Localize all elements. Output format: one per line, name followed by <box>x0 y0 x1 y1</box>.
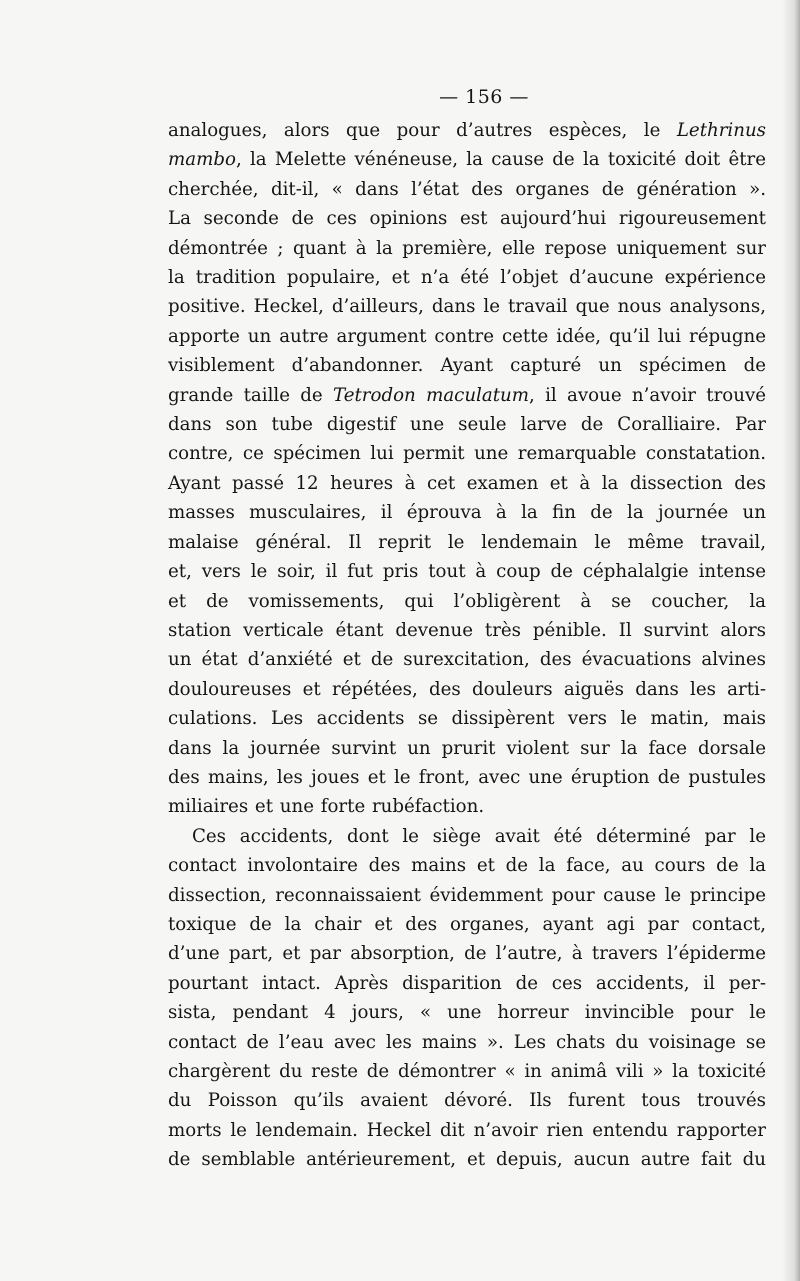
text-line <box>168 498 766 527</box>
text-line <box>168 969 766 998</box>
text-line <box>168 704 766 733</box>
text-run: station verticale étant devenue très pénible. Il survint alors <box>168 619 766 641</box>
text-line <box>168 381 766 410</box>
book-page <box>168 84 766 1175</box>
text-run: la tradition populaire, et n’a été l’objet d’aucune expérience <box>168 267 766 289</box>
text-line <box>168 1057 766 1086</box>
text-run: culations. Les accidents se dissipèrent vers le matin, mais <box>168 708 766 730</box>
text-run: malaise général. Il reprit le lendemain le même travail, <box>168 531 766 553</box>
text-run: sista, pendant 4 jours, « une horreur invincible pour le <box>168 1002 766 1024</box>
text-line <box>168 469 766 498</box>
text-line <box>168 587 766 616</box>
text-run: La seconde de ces opinions est aujourd’hui rigoureusement <box>168 208 766 230</box>
text-line <box>168 939 766 968</box>
text-run: cherchée, dit-il, « dans l’état des organes de génération ». <box>168 178 766 200</box>
text-line <box>168 1145 766 1174</box>
page-edge-shadow <box>782 0 800 1281</box>
text-line <box>168 675 766 704</box>
text-run: Ces accidents, dont le siège avait été déterminé par le <box>192 825 766 847</box>
text-line <box>168 1028 766 1057</box>
paragraph <box>168 822 766 1175</box>
text-line <box>168 116 766 145</box>
text-line <box>168 910 766 939</box>
text-run: des mains, les joues et le front, avec une éruption de pustules <box>168 766 766 788</box>
text-line <box>168 881 766 910</box>
text-line <box>168 822 766 851</box>
text-run: contact involontaire des mains et de la face, au cours de la <box>168 855 766 877</box>
text-run: visiblement d’abandonner. Ayant capturé un spécimen de <box>168 355 766 377</box>
text-line <box>168 234 766 263</box>
text-line <box>168 1086 766 1115</box>
text-line <box>168 616 766 645</box>
italic-taxon-name: Lethrinus <box>676 120 766 141</box>
text-run: apporte un autre argument contre cette idée, qu’il lui répugne <box>168 325 766 347</box>
text-run: dans la journée survint un prurit violent sur la face dorsale <box>168 737 766 759</box>
text-run: démontrée ; quant à la première, elle repose uniquement sur <box>168 237 766 259</box>
text-line <box>168 145 766 174</box>
text-run: positive. Heckel, d’ailleurs, dans le travail que nous analysons, <box>168 296 766 318</box>
page-number: — 156 — <box>439 86 529 108</box>
text-line <box>168 851 766 880</box>
text-run: , la Melette vénéneuse, la cause de la toxicité doit être <box>235 149 766 171</box>
text-line <box>168 439 766 468</box>
paragraph <box>168 116 766 822</box>
text-line <box>168 792 766 821</box>
text-run: dissection, reconnaissaient évidemment pour cause le principe <box>168 884 766 906</box>
text-run: douloureuses et répétées, des douleurs aiguës dans les arti- <box>168 678 766 700</box>
text-run: contact de l’eau avec les mains ». Les chats du voisinage se <box>168 1031 766 1053</box>
text-line <box>168 557 766 586</box>
text-line <box>168 263 766 292</box>
text-run: de semblable antérieurement, et depuis, aucun autre fait du <box>168 1149 766 1171</box>
body-text <box>168 116 766 1175</box>
text-line <box>168 322 766 351</box>
text-line <box>168 351 766 380</box>
text-line <box>168 175 766 204</box>
text-line <box>168 410 766 439</box>
text-line <box>168 528 766 557</box>
text-line <box>168 292 766 321</box>
text-line <box>168 204 766 233</box>
text-line <box>168 1116 766 1145</box>
text-run: et de vomissements, qui l’obligèrent à se coucher, la <box>168 590 766 612</box>
text-line <box>168 734 766 763</box>
text-line <box>168 763 766 792</box>
text-run: chargèrent du reste de démontrer « in animâ vili » la toxicité <box>168 1061 766 1082</box>
text-run: Ayant passé 12 heures à cet examen et à la dissection des <box>168 472 766 494</box>
text-run: analogues, alors que pour d’autres espèces, le <box>168 120 677 141</box>
text-run: contre, ce spécimen lui permit une remarquable constatation. <box>168 443 766 465</box>
text-run: et, vers le soir, il fut pris tout à coup de céphalalgie intense <box>168 561 766 583</box>
text-run: du Poisson qu’ils avaient dévoré. Ils furent tous trouvés <box>168 1090 766 1112</box>
text-run: un état d’anxiété et de surexcitation, des évacuations alvines <box>168 649 766 671</box>
text-run: dans son tube digestif une seule larve de Coralliaire. Par <box>168 414 766 436</box>
text-run: d’une part, et par absorption, de l’autre, à travers l’épiderme <box>168 943 766 965</box>
italic-taxon-name: mambo <box>168 149 236 171</box>
text-run: miliaires et une forte rubéfaction. <box>168 796 485 818</box>
text-run: , il avoue n’avoir trouvé <box>529 384 766 406</box>
text-run: morts le lendemain. Heckel dit n’avoir rien entendu rapporter <box>168 1119 766 1141</box>
text-run: grande taille de <box>168 384 334 406</box>
text-run: pourtant intact. Après disparition de ces accidents, il per- <box>168 972 766 994</box>
text-run: masses musculaires, il éprouva à la fin de la journée un <box>168 502 766 524</box>
italic-taxon-name: Tetrodon maculatum <box>333 384 529 406</box>
text-line <box>168 645 766 674</box>
text-run: toxique de la chair et des organes, ayant agi par contact, <box>168 913 766 935</box>
text-line <box>168 998 766 1027</box>
